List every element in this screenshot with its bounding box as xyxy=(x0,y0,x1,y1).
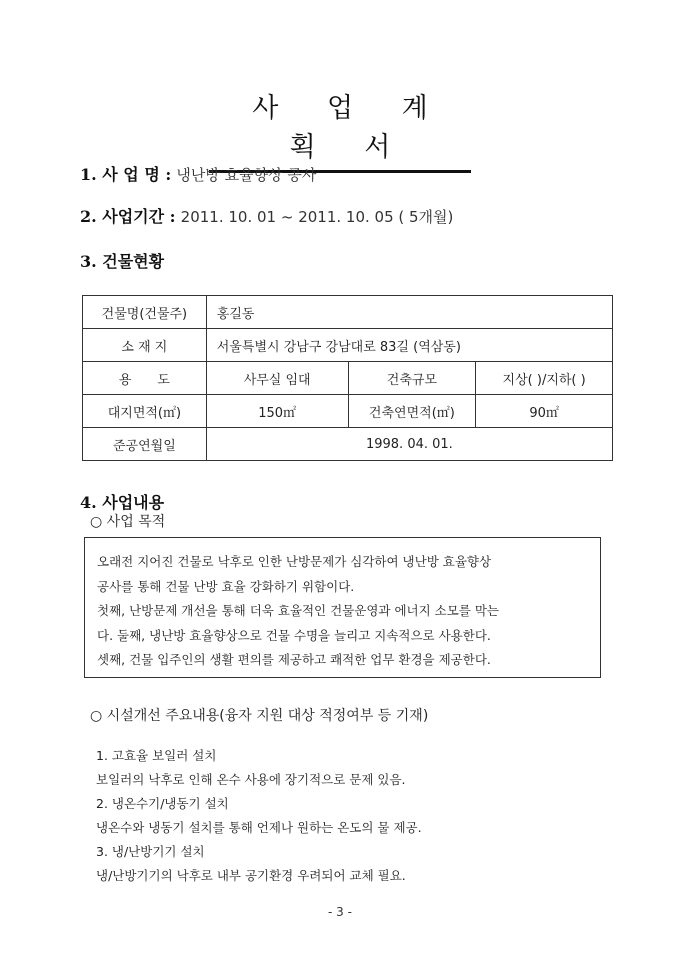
purpose-box xyxy=(84,537,601,678)
improvement-item-desc: 냉/난방기기의 낙후로 내부 공기환경 우려되어 교체 필요. xyxy=(96,868,406,883)
improvement-item-title: 1. 고효율 보일러 설치 xyxy=(96,748,217,763)
section-project-content xyxy=(80,490,164,513)
land-area-label: 대지면적(㎡) xyxy=(83,395,207,428)
improvement-item-title: 3. 냉/난방기기 설치 xyxy=(96,844,205,859)
purpose-line: 공사를 통해 건물 난방 효율 강화하기 위함이다. xyxy=(97,578,355,594)
building-name-value: 홍길동 xyxy=(206,296,612,329)
improvement-item-desc: 냉온수와 냉동기 설치를 통해 언제나 원하는 온도의 물 제공. xyxy=(96,820,422,835)
floor-area-value: 90㎡ xyxy=(476,395,613,428)
purpose-line: 다. 둘째, 냉난방 효율향상으로 건물 수명을 늘리고 지속적으로 사용한다. xyxy=(97,627,491,643)
section-3-label: 3. 건물현황 xyxy=(80,252,165,271)
completion-date-value: 1998. 04. 01. xyxy=(206,428,612,461)
table-row xyxy=(83,329,613,362)
purpose-line: 첫째, 난방문제 개선을 통해 더욱 효율적인 건물운영과 에너지 소모를 막는 xyxy=(97,603,499,618)
location-label: 소 재 지 xyxy=(83,329,207,362)
improvement-item-title: 2. 냉온수기/냉동기 설치 xyxy=(96,796,229,811)
purpose-line: 셋째, 건물 입주인의 생활 편의를 제공하고 쾌적한 업무 환경을 제공한다. xyxy=(97,652,491,667)
improvements-heading: ○ 시설개선 주요내용(융자 지원 대상 적정여부 등 기재) xyxy=(90,708,429,724)
section-building-status xyxy=(80,249,164,272)
section-project-period xyxy=(80,204,453,227)
location-value: 서울특별시 강남구 강남대로 83길 (역삼동) xyxy=(206,329,612,362)
project-period-value: 2011. 10. 01 ~ 2011. 10. 05 ( 5개월) xyxy=(180,208,454,226)
floor-area-label: 건축연면적(㎡) xyxy=(348,395,476,428)
land-area-value: 150㎡ xyxy=(206,395,348,428)
use-value: 사무실 임대 xyxy=(206,362,348,395)
page-number: - 3 - xyxy=(328,905,352,919)
purpose-line: 오래전 지어진 건물로 낙후로 인한 난방문제가 심각하여 냉난방 효율향상 xyxy=(97,554,492,569)
table-row xyxy=(83,362,613,395)
section-2-label: 2. 사업기간 : xyxy=(80,207,176,226)
building-info-table xyxy=(82,295,613,461)
scale-value: 지상( )/지하( ) xyxy=(476,362,613,395)
document-title: 사 업 계 획 서 xyxy=(209,86,471,173)
section-4-label: 4. 사업내용 xyxy=(80,493,165,512)
building-name-label: 건물명(건물주) xyxy=(83,296,207,329)
table-row xyxy=(83,395,613,428)
table-row xyxy=(83,296,613,329)
scale-label: 건축규모 xyxy=(348,362,476,395)
completion-date-label: 준공연월일 xyxy=(83,428,207,461)
purpose-heading: ○ 사업 목적 xyxy=(90,514,166,530)
improvement-item-desc: 보일러의 낙후로 인해 온수 사용에 장기적으로 문제 있음. xyxy=(96,772,406,787)
section-project-name xyxy=(80,162,316,185)
use-label: 용 도 xyxy=(83,362,207,395)
table-row xyxy=(83,428,613,461)
section-1-label: 1. 사 업 명 : xyxy=(80,165,172,184)
project-name-value: 냉난방 효율향상 공사 xyxy=(176,166,317,184)
